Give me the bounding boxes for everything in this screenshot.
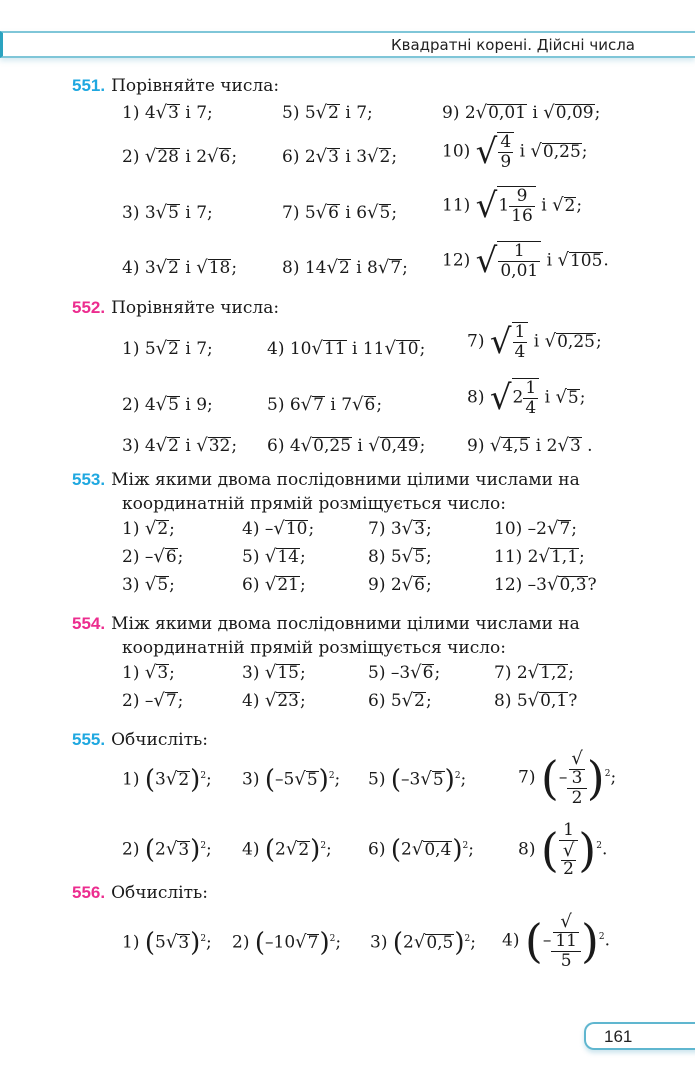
task-item: 4) –√10; bbox=[242, 518, 315, 539]
task-item: 5) 6√7 і 7√6; bbox=[267, 394, 383, 415]
task-item: 1) $(5√3)^2$; bbox=[122, 928, 212, 958]
task-item: 1) $(3√2)^2$; bbox=[122, 765, 212, 795]
task-item: 8) 14√2 і 8√7; bbox=[282, 257, 408, 278]
task-item: 9) √4,5 і 2√3 . bbox=[467, 435, 593, 456]
task-554 bbox=[72, 614, 580, 634]
task-item: 10) –2√7; bbox=[494, 518, 578, 539]
task-553 bbox=[72, 470, 580, 490]
task-instruction: Між якими двома послідовними цілими числами на bbox=[111, 470, 580, 490]
task-number: 554. bbox=[72, 614, 106, 633]
task-item: 3) √15; bbox=[242, 662, 306, 683]
task-item: 11) 2√1,1; bbox=[494, 546, 585, 567]
task-554-line2: координатній прямій розміщується число: bbox=[122, 638, 507, 658]
task-item: 8) √2 $\frac{1}{4}$ і √5; bbox=[467, 378, 586, 419]
task-item: 3) √5; bbox=[122, 574, 175, 595]
task-item: 7) 2√1,2; bbox=[494, 662, 574, 683]
task-item: 2) $(-10√7)^2$; bbox=[232, 928, 342, 958]
task-item: 3) 3√5 і 7; bbox=[122, 202, 213, 223]
task-item: 1) √3; bbox=[122, 662, 175, 683]
task-item: 8) 5√5; bbox=[368, 546, 432, 567]
task-instruction: Обчисліть: bbox=[111, 730, 208, 750]
page-number-tab bbox=[584, 1022, 695, 1050]
task-item: 8) 5√0,1? bbox=[494, 690, 578, 711]
task-item: 2) 4√5 і 9; bbox=[122, 394, 213, 415]
task-item: 4) $(2√2)^2$; bbox=[242, 835, 332, 865]
task-item: 11) √1 $\frac{9}{16}$ і √2; bbox=[442, 186, 583, 227]
task-item: 6) 4√0,25 і √0,49; bbox=[267, 435, 426, 456]
chapter-header bbox=[0, 31, 695, 58]
task-item: 7) (– √ 3 2 )$^2$; bbox=[518, 748, 617, 808]
chapter-title: Квадратні корені. Дійсні числа bbox=[390, 36, 635, 54]
task-item: 2) $(2√3)^2$; bbox=[122, 835, 212, 865]
task-555 bbox=[72, 730, 208, 750]
task-item: 1) 5√2 і 7; bbox=[122, 338, 213, 359]
task-item: 6) 5√2; bbox=[368, 690, 432, 711]
task-number: 553. bbox=[72, 470, 106, 489]
task-item: 6) √21; bbox=[242, 574, 306, 595]
task-item: 3) 4√2 і √32; bbox=[122, 435, 238, 456]
task-item: 6) $(2√0,4)^2$; bbox=[368, 835, 474, 865]
task-item: 4) √23; bbox=[242, 690, 306, 711]
task-number: 555. bbox=[72, 730, 106, 749]
task-item: 1) 4√3 і 7; bbox=[122, 102, 213, 123]
task-552 bbox=[72, 298, 279, 318]
task-551 bbox=[72, 76, 279, 96]
task-item: 7) 3√3; bbox=[368, 518, 432, 539]
task-item: 12) √ $\frac{1}{0,01}$ і √105. bbox=[442, 241, 609, 281]
task-item: 3) $(-5√5)^2$; bbox=[242, 765, 341, 795]
task-item: 2) –√7; bbox=[122, 690, 184, 711]
task-item: 2) √28 і 2√6; bbox=[122, 146, 238, 167]
task-item: 1) √2; bbox=[122, 518, 175, 539]
task-item: 12) –3√0,3? bbox=[494, 574, 597, 595]
task-item: 6) 2√3 і 3√2; bbox=[282, 146, 398, 167]
task-number: 551. bbox=[72, 76, 106, 95]
task-item: 9) 2√0,01 і √0,09; bbox=[442, 102, 601, 123]
task-instruction: Обчисліть: bbox=[111, 883, 208, 903]
task-item: 5) –3√6; bbox=[368, 662, 441, 683]
task-item: 10) √ $\frac{4}{9}$ і √0,25; bbox=[442, 132, 588, 172]
page-number: 161 bbox=[604, 1027, 633, 1046]
task-item: 5) √14; bbox=[242, 546, 306, 567]
task-item: 7) 5√6 і 6√5; bbox=[282, 202, 398, 223]
task-item: 5) $(-3√5)^2$; bbox=[368, 765, 467, 795]
task-item: 4) 10√11 і 11√10; bbox=[267, 338, 426, 359]
task-item: 7) √ $\frac{1}{4}$ і √0,25; bbox=[467, 322, 602, 362]
task-instruction: Порівняйте числа: bbox=[111, 76, 280, 96]
task-item: 2) –√6; bbox=[122, 546, 184, 567]
task-item: 3) $(2√0,5)^2$; bbox=[370, 928, 476, 958]
task-553-line2: координатній прямій розміщується число: bbox=[122, 494, 507, 514]
task-item: 9) 2√6; bbox=[368, 574, 432, 595]
task-item: 8) ( 1 √ 2 )$^2$. bbox=[518, 820, 608, 880]
task-item: 4) (– √ 11 5 )$^2$. bbox=[502, 911, 611, 971]
task-number: 556. bbox=[72, 883, 106, 902]
task-item: 4) 3√2 і √18; bbox=[122, 257, 238, 278]
task-556 bbox=[72, 883, 208, 903]
task-instruction: Порівняйте числа: bbox=[111, 298, 280, 318]
task-instruction: Між якими двома послідовними цілими числами на bbox=[111, 614, 580, 634]
task-number: 552. bbox=[72, 298, 106, 317]
task-item: 5) 5√2 і 7; bbox=[282, 102, 373, 123]
